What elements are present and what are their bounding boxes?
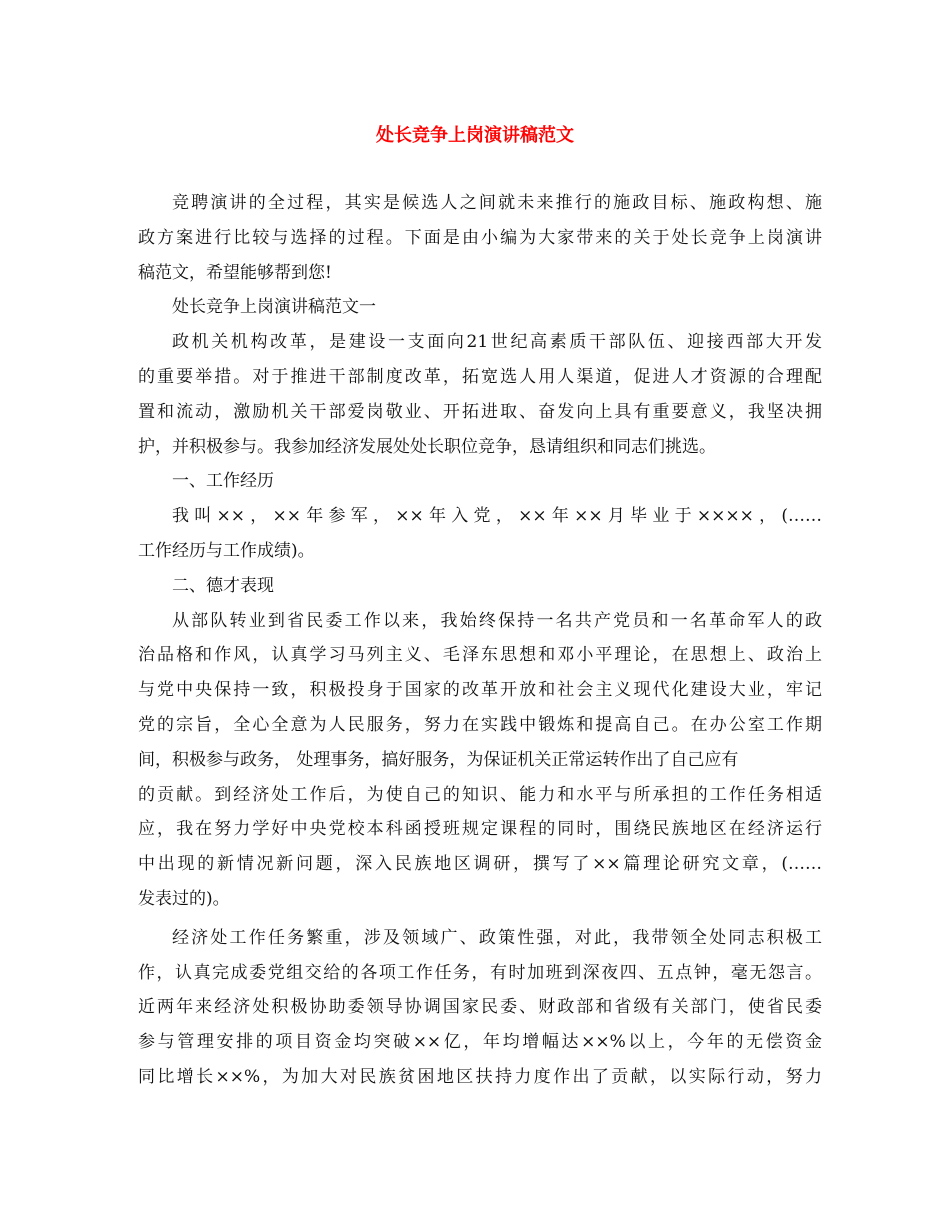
paragraph	[138, 325, 822, 464]
text-line: 竞聘演讲的全过程，其实是候选人之间就未来推行的施政目标、施政构想、施	[172, 193, 822, 213]
text-line: 我叫××，××年参军，××年入党，××年××月毕业于××××，(……	[172, 506, 822, 527]
text-line: 中出现的新情况新问题，深入民族地区调研，撰写了××篇理论研究文章，(……	[138, 854, 822, 875]
text-line: 发表过的)。	[138, 888, 230, 909]
paragraph	[138, 921, 822, 1095]
paragraph	[138, 499, 822, 569]
paragraph-intro	[138, 186, 822, 290]
section-heading	[138, 290, 822, 325]
text-line: 置和流动，激励机关干部爱岗敬业、开拓进取、奋发向上具有重要意义，我坚决拥	[138, 401, 822, 422]
text-line: 应，我在努力学好中央党校本科函授班规定课程的同时，围绕民族地区在经济运行	[138, 819, 822, 840]
text-line: 一、工作经历	[172, 471, 274, 492]
text-line: 二、德才表现	[172, 575, 274, 596]
text-line: 经济处工作任务繁重，涉及领域广、政策性强，对此，我带领全处同志积极工	[172, 927, 822, 948]
text-line: 政机关机构改革，是建设一支面向21世纪高素质干部队伍、迎接西部大开发	[172, 332, 822, 353]
text-line: 处长竞争上岗演讲稿范文一	[172, 297, 376, 318]
text-line: 近两年来经济处积极协助委领导协调国家民委、财政部和省级有关部门，使省民委	[138, 997, 822, 1018]
text-line: 的重要举措。对于推进干部制度改革，拓宽选人用人渠道，促进人才资源的合理配	[138, 366, 822, 387]
text-line: 稿范文，希望能够帮到您!	[138, 262, 332, 283]
text-line: 工作经历与工作成绩)。	[138, 540, 315, 561]
text-line: 从部队转业到省民委工作以来，我始终保持一名共产党员和一名革命军人的政	[172, 610, 822, 631]
text-line: 同比增长××%，为加大对民族贫困地区扶持力度作出了贡献，以实际行动，努力	[138, 1066, 822, 1087]
section-heading	[138, 464, 822, 499]
text-line: 间，积极参与政务， 处理事务，搞好服务，为保证机关正常运转作出了自己应有	[138, 749, 739, 770]
text-line: 的贡献。到经济处工作后，为使自己的知识、能力和水平与所承担的工作任务相适	[138, 784, 822, 805]
text-line: 政方案进行比较与选择的过程。下面是由小编为大家带来的关于处长竞争上岗演讲	[138, 227, 822, 248]
text-line: 参与管理安排的项目资金均突破××亿，年均增幅达××%以上，今年的无偿资金	[138, 1032, 822, 1053]
paragraph	[138, 604, 822, 917]
section-heading	[138, 569, 822, 604]
text-line: 护，并积极参与。我参加经济发展处处长职位竞争，恳请组织和同志们挑选。	[138, 436, 716, 457]
text-line: 与党中央保持一致，积极投身于国家的改革开放和社会主义现代化建设大业，牢记	[138, 680, 822, 701]
document-title: 处长竞争上岗演讲稿范文	[376, 125, 574, 146]
text-line: 治品格和作风，认真学习马列主义、毛泽东思想和邓小平理论，在思想上、政治上	[138, 645, 822, 666]
document-body	[138, 186, 822, 1095]
text-line: 作，认真完成委党组交给的各项工作任务，有时加班到深夜四、五点钟，毫无怨言。	[138, 962, 822, 983]
text-line: 党的宗旨，全心全意为人民服务，努力在实践中锻炼和提高自己。在办公室工作期	[138, 714, 822, 735]
